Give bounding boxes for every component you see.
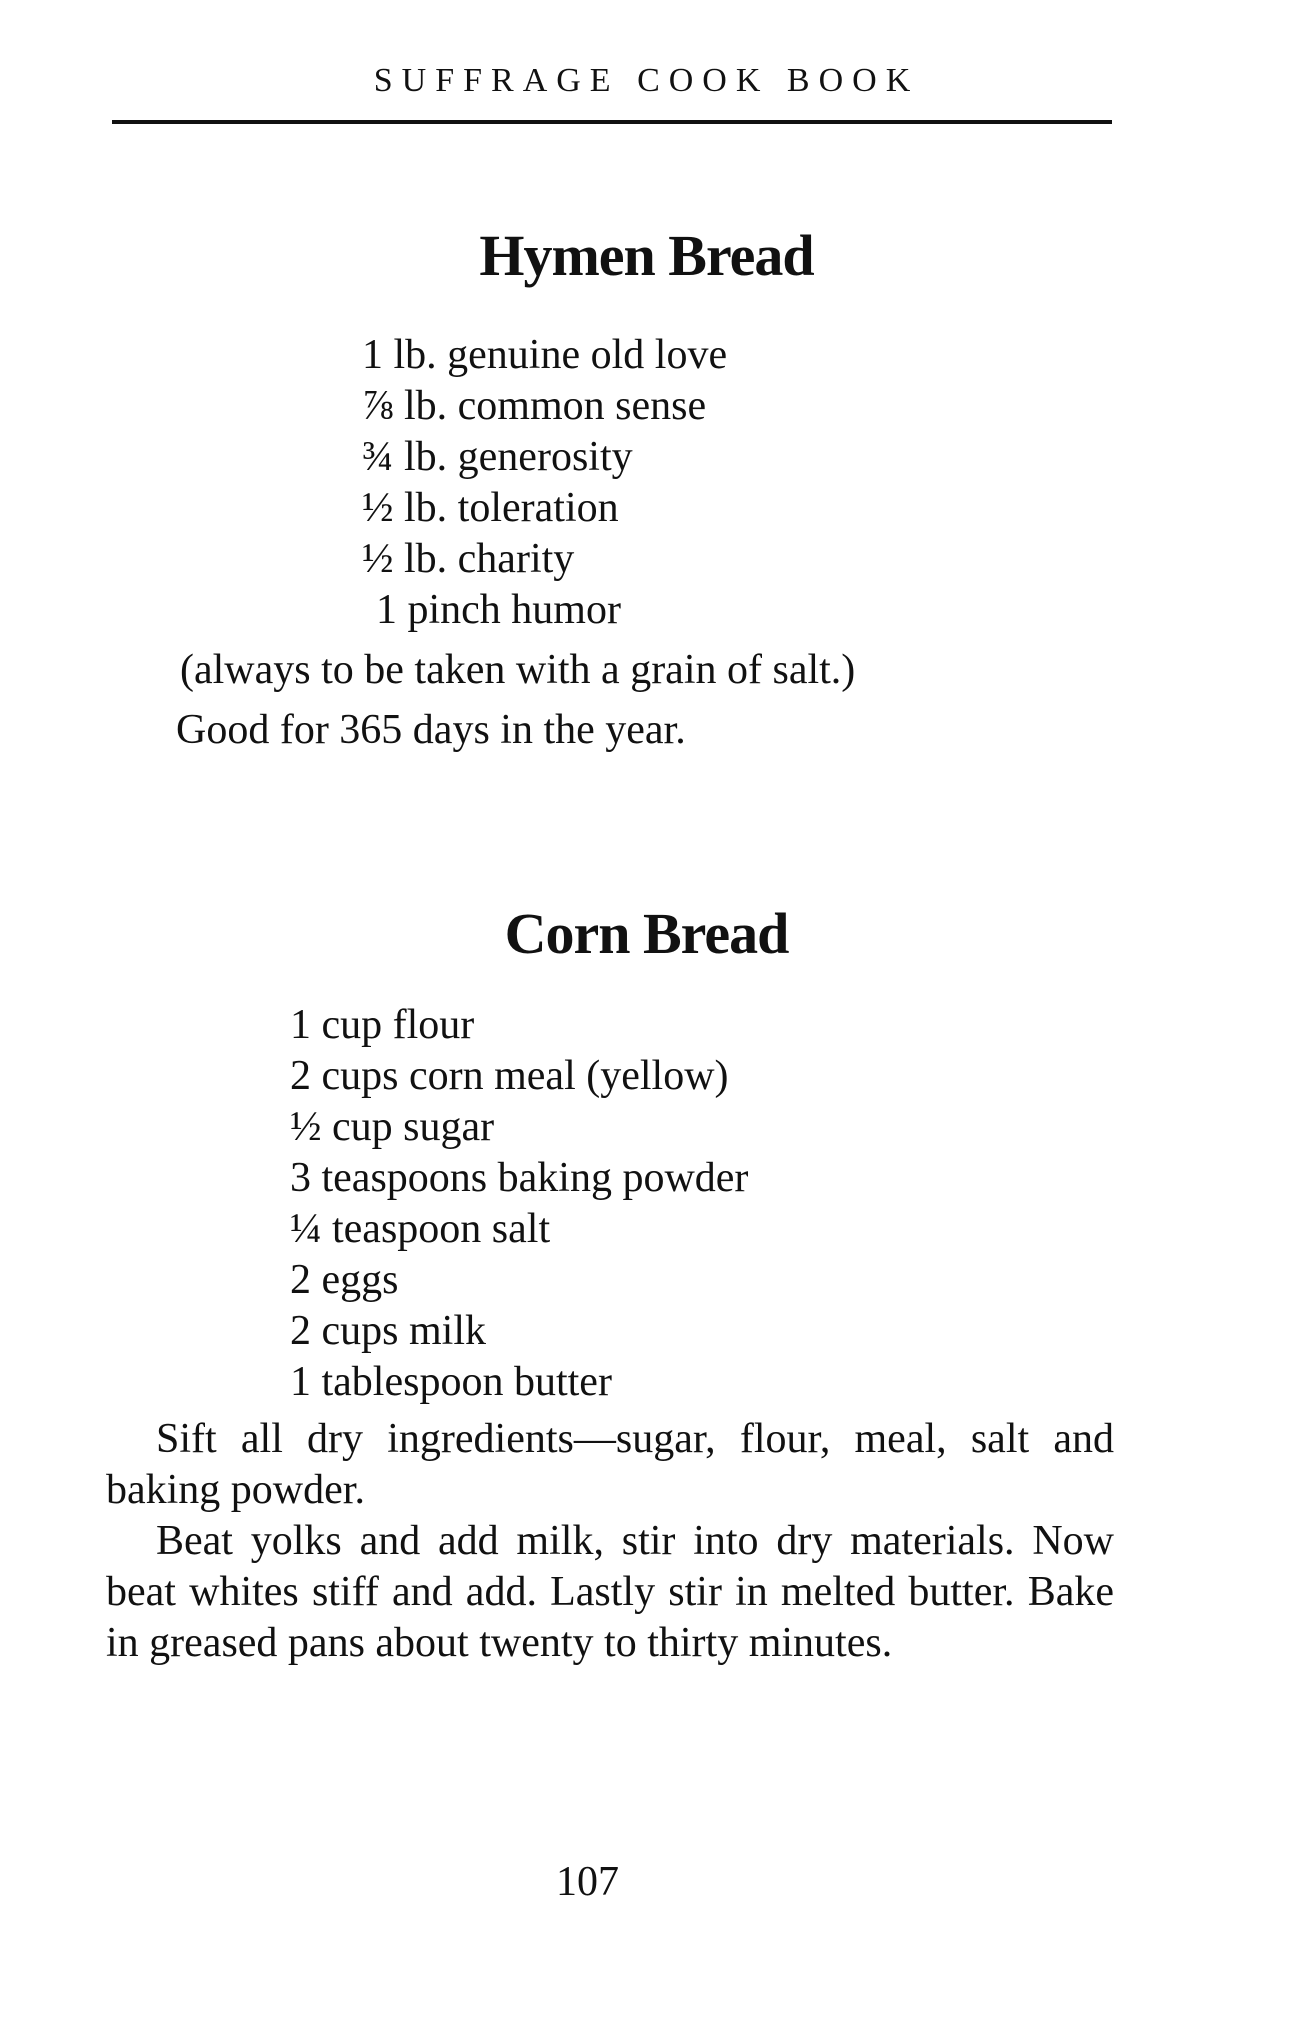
ingredient-item: ½ cup sugar: [290, 1104, 495, 1150]
ingredient-item: 2 cups milk: [290, 1308, 486, 1354]
directions-paragraph-2: Beat yolks and add milk, stir into dry materials. Now beat whites stiff and add. Lastly stir in melted butter. Bake in greased pans about twenty to thirty minutes.: [106, 1518, 1114, 1666]
ingredient-item: 1 lb. genuine old love: [362, 332, 728, 378]
running-head: SUFFRAGE COOK BOOK: [373, 62, 920, 99]
page-number: 107: [556, 1859, 619, 1905]
ingredient-list-hymen-bread: [362, 330, 727, 636]
ingredient-item: ½ lb. toleration: [362, 485, 619, 531]
ingredient-item: 1 pinch humor: [376, 587, 621, 633]
recipe-closing: Good for 365 days in the year.: [176, 707, 686, 753]
ingredient-item: ½ lb. charity: [362, 536, 575, 582]
ingredient-item: ¼ teaspoon salt: [290, 1206, 551, 1252]
recipe-title-hymen-bread: Hymen Bread: [479, 223, 814, 288]
ingredient-item: 2 eggs: [290, 1257, 399, 1303]
ingredient-list-corn-bread: [290, 1000, 748, 1408]
recipe-title-corn-bread: Corn Bread: [504, 901, 789, 966]
ingredient-item: 1 tablespoon butter: [290, 1359, 612, 1405]
ingredient-item: ⅞ lb. common sense: [362, 383, 707, 429]
ingredient-item: 1 cup flour: [290, 1002, 475, 1048]
ingredient-item: 3 teaspoons baking powder: [290, 1155, 749, 1201]
ingredient-item: 2 cups corn meal (yellow): [290, 1053, 729, 1099]
header-rule: [112, 120, 1112, 124]
ingredient-item: ¾ lb. generosity: [362, 434, 633, 480]
recipe-note: (always to be taken with a grain of salt.): [180, 647, 856, 693]
directions-paragraph-1: Sift all dry ingredients—sugar, flour, meal, salt and baking powder.: [106, 1416, 1114, 1513]
